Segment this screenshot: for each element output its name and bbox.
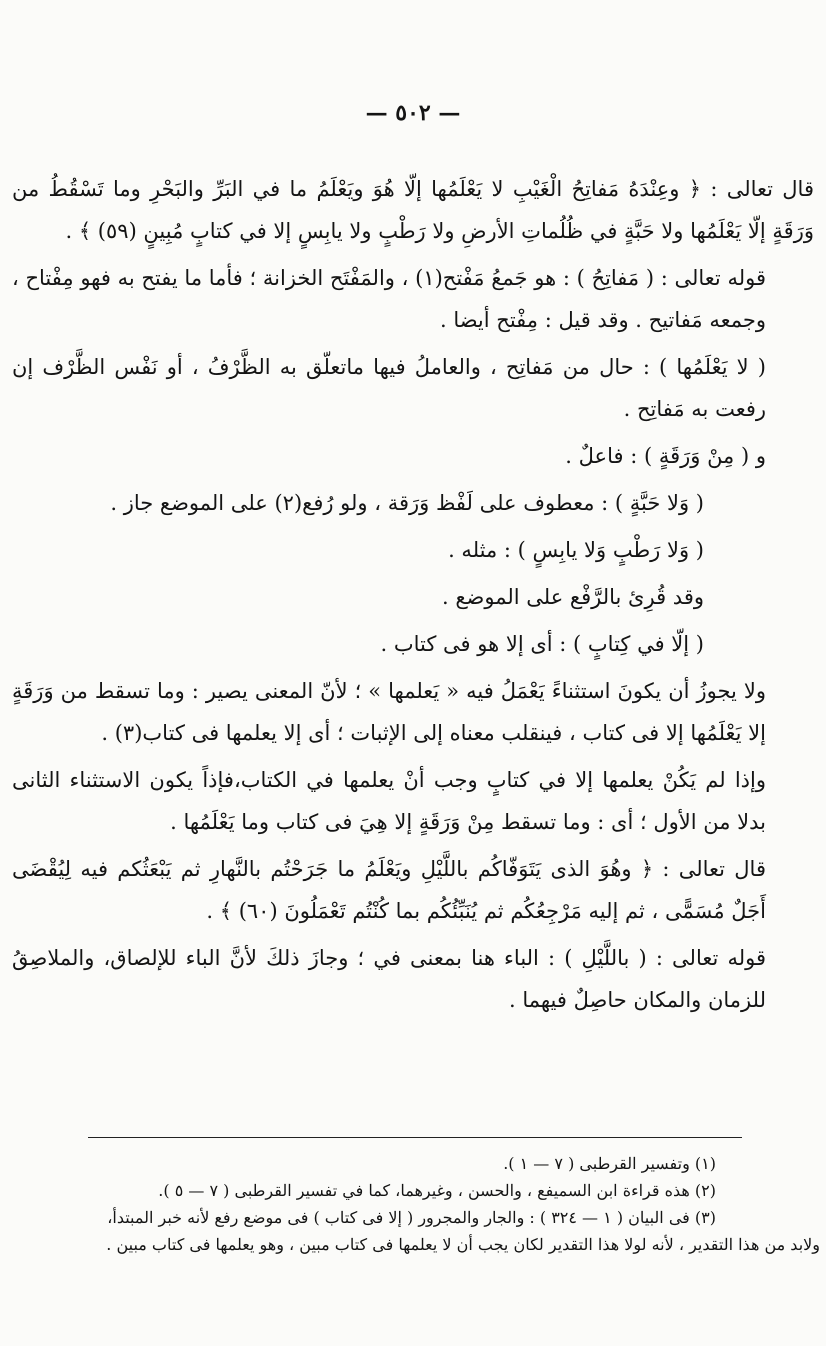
paragraph: وقد قُرِئ بالرَّفْع على الموضع . — [442, 585, 704, 609]
paragraph: وإذا لم يَكُنْ يعلمها إلا في كتابٍ وجب أنْ يعلمها في الكتاب،فإذاً يكون الاستثناء الثانى بدلا من الأول ؛ أى : وما تسقط مِنْ وَرَقَةٍ إلا هِيَ فى كتاب وما يَعْلَمُها . — [12, 768, 766, 834]
footnote: (١) وتفسير القرطبى ( ٧ — ١ ). — [503, 1154, 716, 1173]
footnote-divider — [88, 1137, 742, 1138]
paragraph: ( إلّا في كِتابٍ ) : أى إلا هو فى كتاب . — [380, 632, 704, 656]
footnotes — [8, 1150, 820, 1258]
paragraph: ( لا يَعْلَمُها ) : حال من مَفاتِح ، والعاملُ فيها ماتعلّق به الظَّرْفُ ، أو نَفْس الظَّرْف إن رفعت به مَفاتِح . — [12, 355, 766, 421]
paragraph: ( وَلا حَبَّةٍ ) : معطوف على لَفْظ وَرَقة ، ولو رُفع(٢) على الموضع جاز . — [110, 491, 704, 515]
paragraph: قوله تعالى : ( مَفاتِحُ ) : هو جَمعُ مَفْتح(١) ، والمَفْتَح الخزانة ؛ فأما ما يفتح به فهو مِفْتاح ، وجمعه مَفاتيح . وقد قيل : مِفْتح أيضا . — [12, 266, 766, 332]
paragraph: ولا يجوزُ أن يكونَ استثناءً يَعْمَلُ فيه « يَعلمها » ؛ لأنّ المعنى يصير : وما تسقط من وَرَقَةٍ إلا يَعْلَمُها إلا فى كتاب ، فينقلب معناه إلى الإثبات ؛ أى إلا يعلمها فى كتاب(٣) . — [12, 679, 766, 745]
paragraph: قوله تعالى : ( باللَّيْلِ ) : الباء هنا بمعنى في ؛ وجازَ ذلكَ لأنَّ الباء للإلصاق، والملاصِقُ للزمان والمكان حاصِلٌ فيهما . — [12, 946, 766, 1012]
page-number: — ٥٠٢ — — [365, 100, 461, 126]
paragraph: ( وَلا رَطْبٍ وَلا يابِسٍ ) : مثله . — [448, 538, 704, 562]
paragraph: و ( مِنْ وَرَقَةٍ ) : فاعلٌ . — [565, 444, 766, 468]
paragraph: قال تعالى : ﴿ وهُوَ الذى يَتَوَفّاكُم باللَّيْلِ ويَعْلَمُ ما جَرَحْتُم بالنَّهارِ ثم يَبْعَثُكم فيه لِيُقْضَى أَجَلٌ مُسَمًّى ، ثم إليه مَرْجِعُكُم ثم يُنَبِّئُكُم بما كُنْتُم تَعْمَلُونَ (٦٠) ﴾ . — [12, 857, 766, 923]
footnote: (٣) فى البيان ( ١ — ٣٢٤ ) : والجار والمجرور ( إلا فى كتاب ) فى موضع رفع لأنه خبر المبتدأ، — [107, 1208, 716, 1227]
paragraph: قال تعالى : ﴿ وعِنْدَهُ مَفاتِحُ الْغَيْبِ لا يَعْلَمُها إلّا هُوَ ويَعْلَمُ ما في البَرِّ والبَحْرِ وما تَسْقُطُ من وَرَقَةٍ إلّا يَعْلَمُها ولا حَبَّةٍ في ظُلُماتِ الأرضِ ولا رَطْبٍ ولا يابِسٍ إلا في كتابٍ مُبِينٍ (٥٩) ﴾ . — [12, 177, 814, 243]
footnote: (٢) هذه قراءة ابن السميفع ، والحسن ، وغيرهما، كما في تفسير القرطبى ( ٧ — ٥ ). — [158, 1181, 716, 1200]
main-text — [12, 168, 814, 1026]
footnote: ولابد من هذا التقدير ، لأنه لولا هذا التقدير لكان يجب أن لا يعلمها فى كتاب مبين ، وهو يعلمها فى كتاب مبين . — [106, 1235, 820, 1254]
